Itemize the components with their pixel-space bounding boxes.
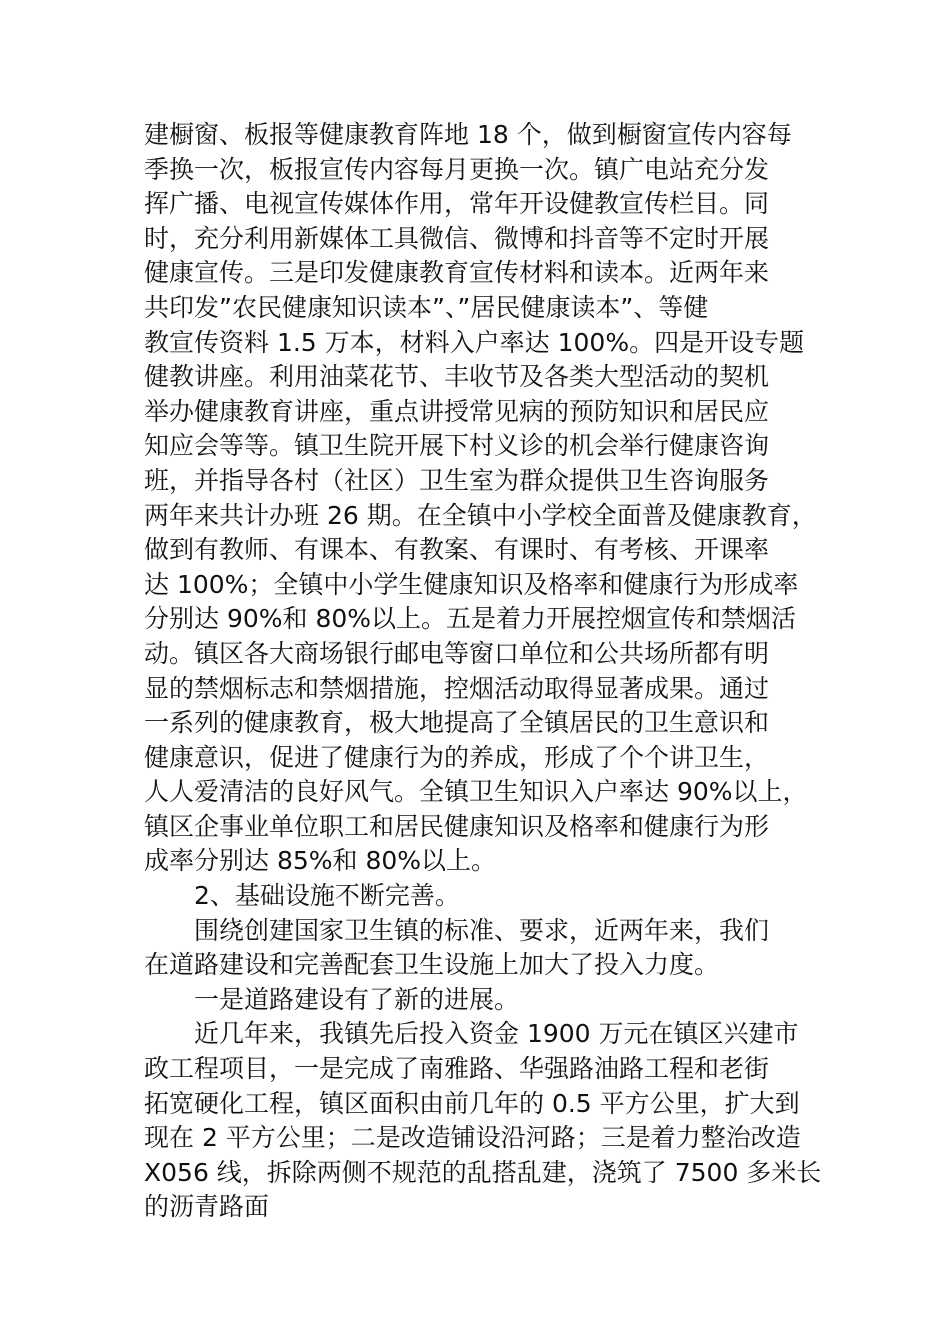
- text-line: 季换一次，板报宣传内容每月更换一次。镇广电站充分发: [144, 154, 770, 184]
- text-line: 一是道路建设有了新的进展。: [194, 984, 520, 1014]
- text-line: 健教讲座。利用油菜花节、丰收节及各类大型活动的契机: [144, 362, 770, 392]
- text-line: 建橱窗、板报等健康教育阵地 18 个，做到橱窗宣传内容每: [144, 120, 792, 149]
- text-line: 镇区企事业单位职工和居民健康知识及格率和健康行为形: [144, 811, 770, 841]
- text-line: 健康宣传。三是印发健康教育宣传材料和读本。近两年来: [144, 258, 770, 288]
- text-line: 拓宽硬化工程，镇区面积由前几年的 0.5 平方公里，扩大到: [144, 1088, 800, 1118]
- text-line: 显的禁烟标志和禁烟措施，控烟活动取得显著成果。通过: [144, 673, 770, 703]
- text-line: 时，充分利用新媒体工具微信、微博和抖音等不定时开展: [144, 223, 770, 253]
- text-line: 挥广播、电视宣传媒体作用，常年开设健教宣传栏目。同: [144, 189, 770, 219]
- text-line: 举办健康教育讲座，重点讲授常见病的预防知识和居民应: [144, 396, 770, 426]
- text-line: 两年来共计办班 26 期。在全镇中小学校全面普及健康教育，: [144, 500, 817, 530]
- text-line: 达 100%；全镇中小学生健康知识及格率和健康行为形成率: [144, 569, 799, 599]
- text-line: 在道路建设和完善配套卫生设施上加大了投入力度。: [144, 950, 720, 980]
- text-line: 共印发”农民健康知识读本”、”居民健康读本”、等健: [144, 292, 709, 322]
- text-line: 做到有教师、有课本、有教案、有课时、有考核、开课率: [144, 535, 770, 565]
- text-line: 的沥青路面: [144, 1192, 270, 1222]
- text-line: 分别达 90%和 80%以上。五是着力开展控烟宣传和禁烟活: [144, 604, 797, 634]
- text-line: 知应会等等。镇卫生院开展下村义诊的机会举行健康咨询: [144, 431, 770, 461]
- body-text: [144, 118, 834, 1225]
- text-line: 一系列的健康教育，极大地提高了全镇居民的卫生意识和: [144, 708, 770, 738]
- text-line: 人人爱清洁的良好风气。全镇卫生知识入户率达 90%以上，: [144, 777, 808, 807]
- text-line: 班，并指导各村（社区）卫生室为群众提供卫生咨询服务: [144, 465, 770, 495]
- text-line: 健康意识，促进了健康行为的养成，形成了个个讲卫生，: [144, 742, 770, 772]
- text-line: 成率分别达 85%和 80%以上。: [144, 846, 497, 876]
- text-line: 现在 2 平方公里；二是改造铺设沿河路；三是着力整治改造: [144, 1123, 801, 1153]
- text-line: 近几年来，我镇先后投入资金 1900 万元在镇区兴建市: [194, 1019, 799, 1049]
- text-line: 2、基础设施不断完善。: [194, 881, 460, 911]
- text-line: 围绕创建国家卫生镇的标准、要求，近两年来，我们: [194, 915, 770, 945]
- text-line: X056 线，拆除两侧不规范的乱搭乱建，浇筑了 7500 多米长: [144, 1157, 822, 1187]
- text-line: 教宣传资料 1.5 万本，材料入户率达 100%。四是开设专题: [144, 327, 805, 357]
- text-line: 动。镇区各大商场银行邮电等窗口单位和公共场所都有明: [144, 638, 770, 668]
- text-line: 政工程项目，一是完成了南雅路、华强路油路工程和老街: [144, 1054, 770, 1084]
